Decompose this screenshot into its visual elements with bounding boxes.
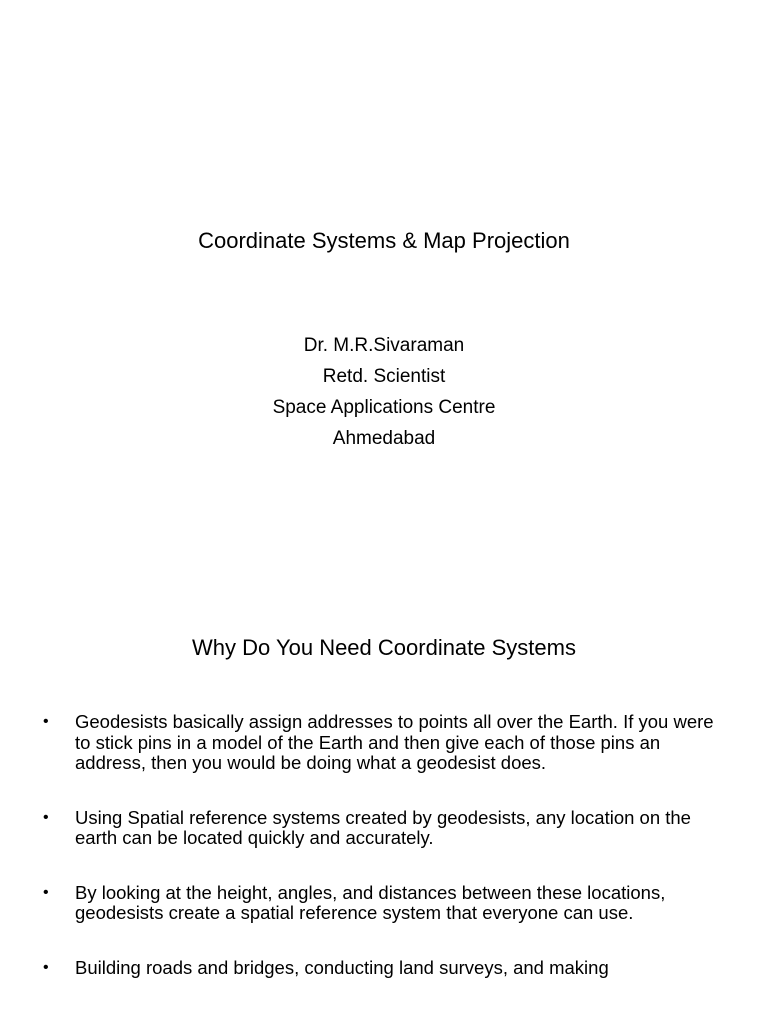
bullet-icon: • (43, 883, 49, 901)
bullet-item (0, 808, 768, 849)
slide-title: Coordinate Systems & Map Projection (198, 228, 570, 253)
author-organization: Space Applications Centre (272, 397, 496, 418)
author-city: Ahmedabad (332, 428, 436, 449)
bullet-icon: • (43, 958, 49, 976)
bullet-text: By looking at the height, angles, and distances between these locations, geodesists create a spatial reference system that everyone can use. (75, 881, 666, 923)
bullet-item (0, 883, 768, 924)
bullet-text: Geodesists basically assign addresses to points all over the Earth. If you were to stick pins in a model of the Earth and then give each of those pins an address, then you would be doing what a geodesist does. (75, 711, 714, 773)
slide-title: Why Do You Need Coordinate Systems (192, 635, 576, 660)
bullet-list (0, 712, 768, 1012)
bullet-text: Using Spatial reference systems created by geodesists, any location on the earth can be located quickly and accurately. (75, 806, 691, 848)
author-name: Dr. M.R.Sivaraman (303, 335, 465, 356)
content-slide (0, 600, 768, 1024)
bullet-icon: • (43, 713, 49, 730)
bullet-item (0, 712, 768, 774)
author-block (0, 330, 768, 454)
author-position: Retd. Scientist (322, 366, 446, 387)
bullet-item (0, 958, 768, 979)
bullet-text: Building roads and bridges, conducting land surveys, and making (75, 956, 609, 978)
bullet-icon: • (43, 808, 49, 826)
